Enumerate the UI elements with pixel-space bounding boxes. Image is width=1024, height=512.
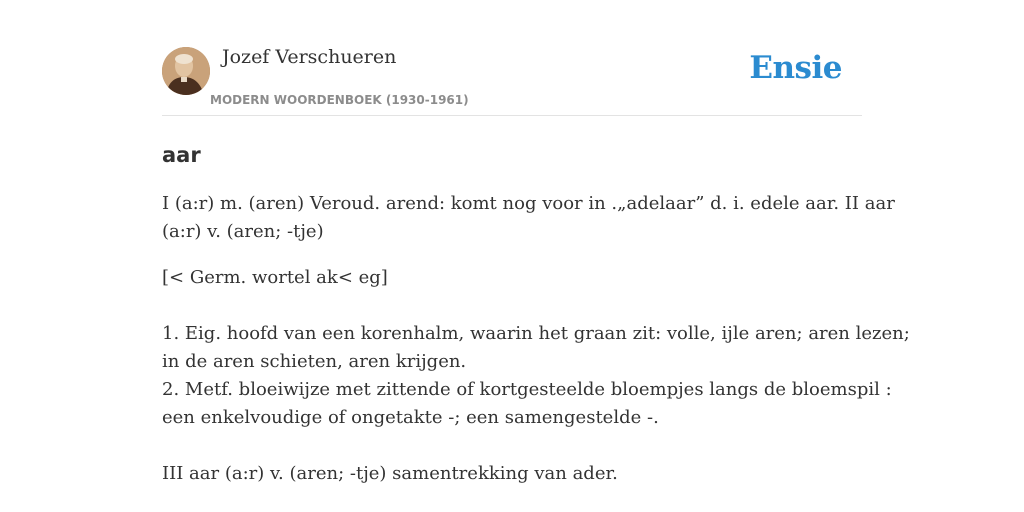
definition-1 (162, 190, 895, 246)
sense-2-line-2: een enkelvoudige of ongetakte -; een samengestelde -. (162, 407, 659, 428)
author-avatar[interactable] (162, 47, 210, 95)
portrait-icon (162, 47, 210, 95)
sense-2-line-1: 2. Metf. bloeiwijze met zittende of kortgesteelde bloempjes langs de bloemspil : (162, 379, 892, 400)
entry-content (162, 138, 910, 488)
definition-3: III aar (a:r) v. (aren; -tje) samentrekking van ader. (162, 463, 618, 484)
entry-headword: aar (162, 143, 201, 167)
senses (162, 320, 910, 432)
sense-1-line-1: 1. Eig. hoofd van een korenhalm, waarin het graan zit: volle, ijle aren; aren lezen; (162, 323, 910, 344)
author-name[interactable]: Jozef Verschueren (222, 46, 397, 68)
source-dictionary[interactable]: MODERN WOORDENBOEK (1930-1961) (210, 93, 469, 107)
entry-header (162, 46, 862, 116)
definition-1-line-2: (a:r) v. (aren; -tje) (162, 221, 324, 242)
etymology: [< Germ. wortel ak< eg] (162, 267, 388, 288)
definition-1-line-1: I (a:r) m. (aren) Veroud. arend: komt nog voor in .„adelaar” d. i. edele aar. II aar (162, 193, 895, 214)
ensie-logo[interactable]: Ensie (749, 50, 842, 86)
sense-1-line-2: in de aren schieten, aren krijgen. (162, 351, 467, 372)
